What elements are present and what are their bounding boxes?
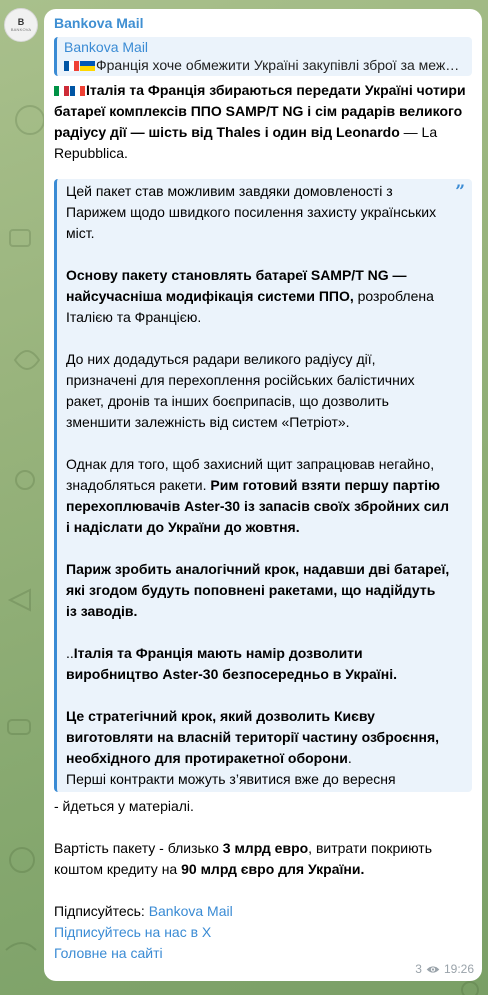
france-flag-icon [70, 86, 85, 96]
subscribe-link[interactable]: Bankova Mail [148, 903, 233, 919]
lead-paragraph [54, 80, 472, 164]
avatar-glyph: B [17, 17, 25, 27]
message-meta [415, 962, 474, 976]
reply-text-line [64, 56, 466, 74]
subscribe-line [54, 901, 472, 922]
spacer [54, 817, 472, 838]
x-link[interactable]: Підписуйтесь на нас в X [54, 924, 212, 940]
subscribe-label: Підписуйтесь: [54, 903, 149, 919]
channel-avatar[interactable] [4, 8, 38, 42]
channel-name[interactable]: Bankova Mail [54, 15, 144, 31]
eye-icon [426, 965, 440, 974]
site-link[interactable]: Головне на сайті [54, 945, 163, 961]
reply-text: Франція хоче обмежити Україні закупівлі зброї за меж… [96, 57, 460, 73]
cost-text: , витрати покриють коштом кредиту на [54, 840, 433, 877]
quote-paragraph: Цей пакет став можливим завдяки домовленості з Парижем щодо швидкого посилення захисту українських міст. [66, 183, 437, 241]
quote-paragraph: До них додадуться радари великого радіусу дії, призначені для перехоплення російських балістичних ракет, дронів та інших боєприпасів, що дозволить зменшити залежність від систем «Петріот». [66, 351, 415, 430]
quote-bold: Париж зробить аналогічний крок, надавши дві батареї, які згодом будуть поповнені ракетами, що надійдуть із заводів. [66, 561, 450, 619]
cost-bold: 3 млрд евро [222, 840, 309, 856]
cost-text: Вартість пакету - близько [54, 840, 223, 856]
quote-normal: Перші контракти можуть з’явитися вже до вересня [66, 771, 396, 787]
quote-paragraph [66, 643, 450, 685]
lead-normal: — La Repubblica. [54, 124, 438, 161]
quote-paragraph [66, 265, 450, 328]
ukraine-flag-icon [80, 61, 95, 71]
reply-preview[interactable] [54, 37, 472, 76]
spacer [54, 880, 472, 901]
quote-icon: ” [455, 182, 465, 202]
quote-prefix: .. [66, 645, 74, 661]
quote-normal: розроблена Італією та Францією. [66, 288, 434, 325]
cost-bold: 90 млрд євро для України. [181, 861, 365, 877]
quote-bold: Рим готовий взяти першу партію перехоплювачів Aster-30 із запасів своїх збройних сил і надіслати до України до жовтня. [66, 477, 450, 535]
reply-author: Bankova Mail [64, 39, 149, 55]
quote-paragraph [66, 706, 450, 790]
quote-normal: . [347, 750, 352, 766]
message-bubble[interactable] [44, 9, 482, 981]
quote-normal: Однак для того, щоб захисний щит запрацював негайно, знадобляться ракети. [66, 456, 435, 493]
avatar-text: BANKOVA [10, 27, 32, 32]
blockquote [54, 179, 472, 792]
view-count: 3 [415, 962, 422, 976]
france-flag-icon [64, 61, 79, 71]
quote-bold: Це стратегічний крок, який дозволить Києву виготовляти на власній території частину озброєння, необхідного для протиракетної оборони [66, 708, 440, 766]
after-quote-text: - йдеться у матеріалі. [54, 798, 194, 814]
message-time: 19:26 [443, 962, 474, 976]
quote-bold: Італія та Франція мають намір дозволити виробництво Aster-30 безпосередньо в Україні. [66, 645, 397, 682]
quote-paragraph [66, 559, 450, 622]
quote-bold: Основу пакету становлять батареї SAMP/T NG — найсучасніша модифікація системи ППО, [66, 267, 407, 304]
cost-paragraph [54, 838, 472, 880]
lead-bold: Італія та Франція збираються передати Україні чотири батареї комплексів ППО SAMP/T NG і сім радарів великого радіусу дії — шість від Thales і один від Leonardo [54, 82, 466, 140]
quote-paragraph [66, 454, 450, 538]
italy-flag-icon [54, 86, 69, 96]
